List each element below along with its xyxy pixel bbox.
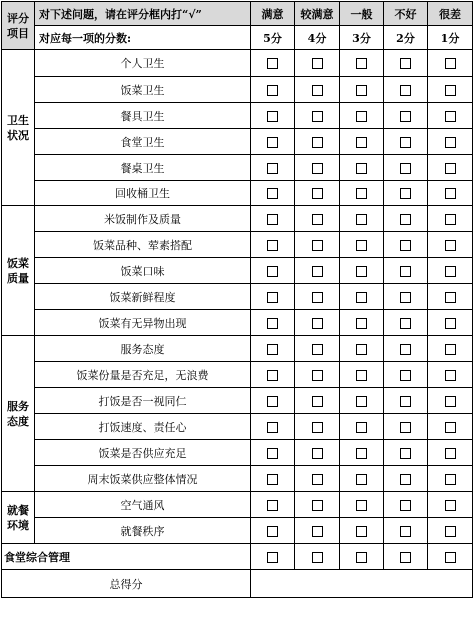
- rating-checkbox[interactable]: [312, 137, 323, 148]
- rating-checkbox[interactable]: [267, 266, 278, 277]
- rating-cell: [251, 388, 295, 414]
- rating-checkbox[interactable]: [445, 396, 456, 407]
- rating-label-1: 很差: [428, 2, 473, 26]
- rating-cell: [428, 362, 473, 388]
- rating-cell: [428, 232, 473, 258]
- rating-checkbox[interactable]: [400, 163, 411, 174]
- rating-checkbox[interactable]: [445, 344, 456, 355]
- rating-cell: [384, 258, 428, 284]
- item-label: 饭菜卫生: [35, 77, 251, 103]
- rating-checkbox[interactable]: [400, 214, 411, 225]
- rating-checkbox[interactable]: [356, 318, 367, 329]
- table-row: [2, 50, 473, 77]
- rating-cell: [384, 440, 428, 466]
- rating-cell: [340, 50, 384, 77]
- rating-cell: [428, 129, 473, 155]
- rating-cell: [251, 206, 295, 232]
- rating-cell: [340, 155, 384, 181]
- table-row: [2, 155, 473, 181]
- rating-cell: [251, 362, 295, 388]
- rating-checkbox[interactable]: [312, 396, 323, 407]
- table-row: [2, 466, 473, 492]
- table-row: [2, 77, 473, 103]
- rating-checkbox[interactable]: [267, 85, 278, 96]
- rating-checkbox[interactable]: [312, 214, 323, 225]
- corner-label: 评分 项目: [2, 2, 35, 50]
- rating-score-2: 2分: [384, 26, 428, 50]
- rating-checkbox[interactable]: [400, 240, 411, 251]
- rating-checkbox[interactable]: [356, 137, 367, 148]
- rating-checkbox[interactable]: [445, 292, 456, 303]
- rating-checkbox[interactable]: [400, 344, 411, 355]
- rating-checkbox[interactable]: [445, 500, 456, 511]
- table-row: [2, 492, 473, 518]
- header-row-ratings: [2, 2, 473, 26]
- rating-checkbox[interactable]: [400, 500, 411, 511]
- rating-checkbox[interactable]: [400, 396, 411, 407]
- rating-cell: [384, 181, 428, 206]
- rating-cell: [428, 414, 473, 440]
- rating-cell: [295, 103, 340, 129]
- rating-cell: [295, 206, 340, 232]
- rating-cell: [295, 466, 340, 492]
- rating-checkbox[interactable]: [356, 163, 367, 174]
- rating-cell: [340, 518, 384, 544]
- rating-cell: [340, 181, 384, 206]
- table-row: [2, 206, 473, 232]
- rating-cell: [428, 181, 473, 206]
- rating-checkbox[interactable]: [267, 58, 278, 69]
- rating-cell: [384, 518, 428, 544]
- rating-cell: [251, 544, 295, 570]
- rating-cell: [251, 232, 295, 258]
- rating-cell: [384, 77, 428, 103]
- item-label: 米饭制作及质量: [35, 206, 251, 232]
- rating-checkbox[interactable]: [267, 500, 278, 511]
- rating-cell: [340, 284, 384, 310]
- item-label: 饭菜品种、荤素搭配: [35, 232, 251, 258]
- rating-cell: [384, 103, 428, 129]
- rating-checkbox[interactable]: [356, 500, 367, 511]
- instruction-text: 对下述问题，请在评分框内打“√”: [35, 2, 251, 26]
- score-label: 对应每一项的分数:: [35, 26, 251, 50]
- item-label: 周末饭菜供应整体情况: [35, 466, 251, 492]
- rating-checkbox[interactable]: [445, 422, 456, 433]
- category-label: 服务 态度: [2, 336, 35, 492]
- rating-checkbox[interactable]: [356, 552, 367, 563]
- rating-cell: [295, 284, 340, 310]
- rating-checkbox[interactable]: [312, 500, 323, 511]
- rating-cell: [295, 129, 340, 155]
- rating-cell: [428, 155, 473, 181]
- rating-checkbox[interactable]: [445, 188, 456, 199]
- table-row: [2, 440, 473, 466]
- rating-cell: [340, 310, 384, 336]
- rating-label-2: 不好: [384, 2, 428, 26]
- rating-cell: [340, 336, 384, 362]
- rating-cell: [295, 544, 340, 570]
- rating-cell: [340, 440, 384, 466]
- category-label: 卫生 状况: [2, 50, 35, 206]
- rating-checkbox[interactable]: [445, 526, 456, 537]
- total-row: [2, 570, 473, 598]
- rating-checkbox[interactable]: [312, 111, 323, 122]
- rating-cell: [295, 77, 340, 103]
- rating-cell: [428, 310, 473, 336]
- rating-checkbox[interactable]: [356, 526, 367, 537]
- rating-checkbox[interactable]: [356, 292, 367, 303]
- rating-cell: [384, 544, 428, 570]
- rating-checkbox[interactable]: [445, 58, 456, 69]
- rating-checkbox[interactable]: [400, 526, 411, 537]
- canteen-survey-table: [1, 1, 473, 598]
- table-row: [2, 284, 473, 310]
- table-row: [2, 336, 473, 362]
- rating-cell: [340, 103, 384, 129]
- rating-checkbox[interactable]: [356, 448, 367, 459]
- rating-checkbox[interactable]: [445, 111, 456, 122]
- rating-cell: [295, 232, 340, 258]
- rating-label-5: 满意: [251, 2, 295, 26]
- category-label: 就餐 环境: [2, 492, 35, 544]
- rating-cell: [428, 492, 473, 518]
- rating-cell: [251, 155, 295, 181]
- rating-cell: [251, 50, 295, 77]
- rating-checkbox[interactable]: [356, 111, 367, 122]
- management-label: 食堂综合管理: [2, 544, 251, 570]
- rating-checkbox[interactable]: [312, 85, 323, 96]
- rating-checkbox[interactable]: [356, 422, 367, 433]
- item-label: 饭菜口味: [35, 258, 251, 284]
- rating-cell: [251, 284, 295, 310]
- rating-cell: [384, 232, 428, 258]
- rating-cell: [384, 362, 428, 388]
- rating-cell: [384, 336, 428, 362]
- rating-cell: [340, 414, 384, 440]
- rating-cell: [295, 310, 340, 336]
- rating-checkbox[interactable]: [400, 58, 411, 69]
- item-label: 空气通风: [35, 492, 251, 518]
- table-row: [2, 181, 473, 206]
- rating-checkbox[interactable]: [356, 370, 367, 381]
- rating-checkbox[interactable]: [267, 240, 278, 251]
- rating-cell: [428, 388, 473, 414]
- rating-checkbox[interactable]: [312, 448, 323, 459]
- rating-cell: [384, 466, 428, 492]
- table-row: [2, 232, 473, 258]
- rating-cell: [340, 129, 384, 155]
- rating-checkbox[interactable]: [400, 318, 411, 329]
- rating-checkbox[interactable]: [445, 370, 456, 381]
- rating-checkbox[interactable]: [267, 111, 278, 122]
- rating-cell: [340, 466, 384, 492]
- rating-checkbox[interactable]: [356, 188, 367, 199]
- rating-cell: [295, 492, 340, 518]
- item-label: 打饭速度、责任心: [35, 414, 251, 440]
- rating-checkbox[interactable]: [400, 188, 411, 199]
- rating-checkbox[interactable]: [445, 214, 456, 225]
- rating-checkbox[interactable]: [445, 266, 456, 277]
- rating-checkbox[interactable]: [445, 137, 456, 148]
- rating-label-3: 一般: [340, 2, 384, 26]
- rating-cell: [428, 518, 473, 544]
- rating-cell: [340, 206, 384, 232]
- rating-score-4: 4分: [295, 26, 340, 50]
- rating-checkbox[interactable]: [356, 58, 367, 69]
- rating-cell: [428, 284, 473, 310]
- rating-cell: [428, 544, 473, 570]
- rating-cell: [251, 518, 295, 544]
- rating-cell: [428, 466, 473, 492]
- rating-label-4: 较满意: [295, 2, 340, 26]
- rating-cell: [428, 77, 473, 103]
- rating-checkbox[interactable]: [356, 396, 367, 407]
- rating-cell: [340, 492, 384, 518]
- rating-checkbox[interactable]: [445, 474, 456, 485]
- rating-cell: [295, 336, 340, 362]
- table-row: [2, 103, 473, 129]
- rating-cell: [251, 414, 295, 440]
- rating-cell: [428, 206, 473, 232]
- rating-checkbox[interactable]: [267, 137, 278, 148]
- rating-checkbox[interactable]: [312, 266, 323, 277]
- rating-cell: [251, 258, 295, 284]
- rating-checkbox[interactable]: [400, 137, 411, 148]
- rating-checkbox[interactable]: [267, 318, 278, 329]
- rating-checkbox[interactable]: [400, 85, 411, 96]
- rating-checkbox[interactable]: [312, 526, 323, 537]
- rating-cell: [340, 544, 384, 570]
- item-label: 就餐秩序: [35, 518, 251, 544]
- rating-checkbox[interactable]: [445, 448, 456, 459]
- item-label: 饭菜是否供应充足: [35, 440, 251, 466]
- rating-cell: [340, 258, 384, 284]
- rating-checkbox[interactable]: [312, 552, 323, 563]
- rating-checkbox[interactable]: [400, 266, 411, 277]
- rating-cell: [251, 310, 295, 336]
- rating-cell: [251, 77, 295, 103]
- rating-cell: [428, 103, 473, 129]
- rating-cell: [251, 181, 295, 206]
- rating-cell: [251, 129, 295, 155]
- rating-cell: [384, 492, 428, 518]
- rating-cell: [251, 336, 295, 362]
- rating-cell: [295, 258, 340, 284]
- rating-cell: [428, 258, 473, 284]
- item-label: 饭菜有无异物出现: [35, 310, 251, 336]
- rating-checkbox[interactable]: [400, 474, 411, 485]
- rating-cell: [428, 440, 473, 466]
- rating-cell: [295, 518, 340, 544]
- rating-checkbox[interactable]: [267, 163, 278, 174]
- item-label: 个人卫生: [35, 50, 251, 77]
- rating-checkbox[interactable]: [445, 163, 456, 174]
- rating-checkbox[interactable]: [356, 214, 367, 225]
- rating-checkbox[interactable]: [312, 474, 323, 485]
- rating-checkbox[interactable]: [312, 292, 323, 303]
- rating-cell: [251, 440, 295, 466]
- rating-cell: [340, 362, 384, 388]
- item-label: 打饭是否一视同仁: [35, 388, 251, 414]
- rating-cell: [340, 388, 384, 414]
- rating-cell: [428, 336, 473, 362]
- rating-checkbox[interactable]: [312, 422, 323, 433]
- item-label: 食堂卫生: [35, 129, 251, 155]
- rating-cell: [295, 388, 340, 414]
- rating-checkbox[interactable]: [400, 552, 411, 563]
- management-row: [2, 544, 473, 570]
- rating-cell: [295, 50, 340, 77]
- rating-checkbox[interactable]: [445, 240, 456, 251]
- rating-checkbox[interactable]: [312, 163, 323, 174]
- rating-checkbox[interactable]: [312, 318, 323, 329]
- rating-cell: [251, 492, 295, 518]
- rating-cell: [295, 362, 340, 388]
- rating-checkbox[interactable]: [445, 85, 456, 96]
- rating-score-3: 3分: [340, 26, 384, 50]
- rating-cell: [384, 129, 428, 155]
- rating-checkbox[interactable]: [312, 370, 323, 381]
- rating-checkbox[interactable]: [445, 552, 456, 563]
- rating-checkbox[interactable]: [356, 344, 367, 355]
- rating-cell: [295, 155, 340, 181]
- rating-cell: [384, 284, 428, 310]
- item-label: 服务态度: [35, 336, 251, 362]
- rating-checkbox[interactable]: [312, 344, 323, 355]
- item-label: 饭菜份量是否充足，无浪费: [35, 362, 251, 388]
- rating-checkbox[interactable]: [267, 370, 278, 381]
- table-row: [2, 414, 473, 440]
- rating-cell: [295, 181, 340, 206]
- rating-score-1: 1分: [428, 26, 473, 50]
- rating-cell: [340, 77, 384, 103]
- rating-checkbox[interactable]: [356, 266, 367, 277]
- rating-cell: [251, 103, 295, 129]
- total-score-field[interactable]: [251, 570, 473, 598]
- rating-cell: [384, 414, 428, 440]
- rating-cell: [384, 50, 428, 77]
- rating-checkbox[interactable]: [267, 344, 278, 355]
- item-label: 饭菜新鲜程度: [35, 284, 251, 310]
- rating-cell: [428, 50, 473, 77]
- rating-checkbox[interactable]: [400, 422, 411, 433]
- rating-checkbox[interactable]: [312, 188, 323, 199]
- category-label: 饭菜 质量: [2, 206, 35, 336]
- item-label: 回收桶卫生: [35, 181, 251, 206]
- rating-checkbox[interactable]: [267, 214, 278, 225]
- rating-cell: [340, 232, 384, 258]
- rating-checkbox[interactable]: [400, 448, 411, 459]
- rating-cell: [384, 388, 428, 414]
- rating-checkbox[interactable]: [356, 474, 367, 485]
- rating-checkbox[interactable]: [445, 318, 456, 329]
- rating-checkbox[interactable]: [267, 188, 278, 199]
- rating-checkbox[interactable]: [312, 240, 323, 251]
- rating-checkbox[interactable]: [400, 292, 411, 303]
- rating-checkbox[interactable]: [267, 396, 278, 407]
- rating-checkbox[interactable]: [400, 111, 411, 122]
- rating-cell: [384, 310, 428, 336]
- rating-checkbox[interactable]: [267, 292, 278, 303]
- table-row: [2, 310, 473, 336]
- table-row: [2, 362, 473, 388]
- rating-checkbox[interactable]: [356, 85, 367, 96]
- rating-checkbox[interactable]: [400, 370, 411, 381]
- total-label: 总得分: [2, 570, 251, 598]
- table-row: [2, 129, 473, 155]
- item-label: 餐桌卫生: [35, 155, 251, 181]
- rating-cell: [295, 440, 340, 466]
- table-row: [2, 518, 473, 544]
- rating-cell: [295, 414, 340, 440]
- header-row-scores: [2, 26, 473, 50]
- table-row: [2, 388, 473, 414]
- rating-checkbox[interactable]: [312, 58, 323, 69]
- rating-checkbox[interactable]: [267, 422, 278, 433]
- item-label: 餐具卫生: [35, 103, 251, 129]
- rating-cell: [384, 206, 428, 232]
- rating-checkbox[interactable]: [267, 526, 278, 537]
- rating-checkbox[interactable]: [356, 240, 367, 251]
- table-row: [2, 258, 473, 284]
- rating-checkbox[interactable]: [267, 448, 278, 459]
- rating-checkbox[interactable]: [267, 552, 278, 563]
- rating-score-5: 5分: [251, 26, 295, 50]
- rating-cell: [251, 466, 295, 492]
- rating-cell: [384, 155, 428, 181]
- rating-checkbox[interactable]: [267, 474, 278, 485]
